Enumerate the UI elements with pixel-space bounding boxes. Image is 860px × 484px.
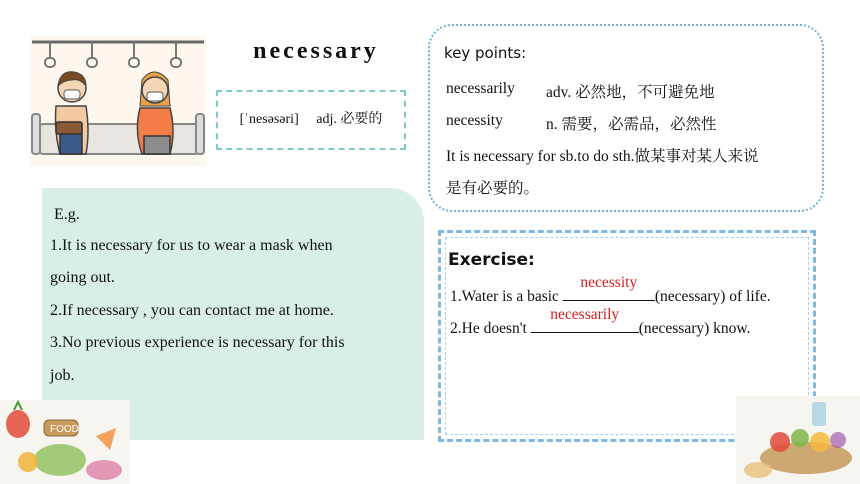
word-title: necessary bbox=[253, 38, 379, 64]
examples-label: E.g. bbox=[54, 206, 80, 223]
food-basket-decoration bbox=[736, 396, 860, 484]
key-point-word: necessarily bbox=[446, 80, 515, 97]
exercise-title: Exercise: bbox=[448, 250, 535, 270]
answer-text: necessity bbox=[580, 274, 638, 291]
example-line: 1.It is necessary for us to wear a mask when bbox=[50, 237, 333, 254]
answer-blank[interactable] bbox=[531, 306, 639, 333]
key-point-meaning: n. 需要，必需品，必然性 bbox=[546, 116, 717, 133]
key-phrase-line: It is necessary for sb.to do sth.做某事对某人来说 bbox=[446, 148, 759, 165]
answer-blank[interactable] bbox=[563, 274, 655, 301]
phonetic-box bbox=[216, 90, 406, 150]
key-point-item bbox=[446, 112, 717, 133]
phonetic-text: [ˈnesəsəri] bbox=[239, 112, 299, 127]
exercise-question-1: 1.Water is a basic necessity (necessary) of life. bbox=[450, 274, 771, 305]
subway-masks-illustration bbox=[30, 36, 206, 166]
definition-text: adj. 必要的 bbox=[316, 112, 383, 127]
key-points-title: key points: bbox=[444, 44, 527, 62]
example-line: job. bbox=[50, 367, 75, 384]
key-point-item bbox=[446, 80, 715, 101]
exercise-question-2: 2.He doesn't necessarily (necessary) know. bbox=[450, 306, 751, 337]
key-point-meaning: adv. 必然地，不可避免地 bbox=[546, 84, 715, 101]
key-point-word: necessity bbox=[446, 112, 503, 129]
vegetables-decoration bbox=[0, 400, 130, 484]
example-line: 3.No previous experience is necessary for this bbox=[50, 334, 345, 351]
example-line: 2.If necessary , you can contact me at home. bbox=[50, 302, 334, 319]
answer-text: necessarily bbox=[550, 306, 620, 323]
example-line: going out. bbox=[50, 269, 115, 286]
food-sign: FOOD bbox=[50, 424, 79, 435]
key-phrase-line: 是有必要的。 bbox=[446, 180, 540, 197]
